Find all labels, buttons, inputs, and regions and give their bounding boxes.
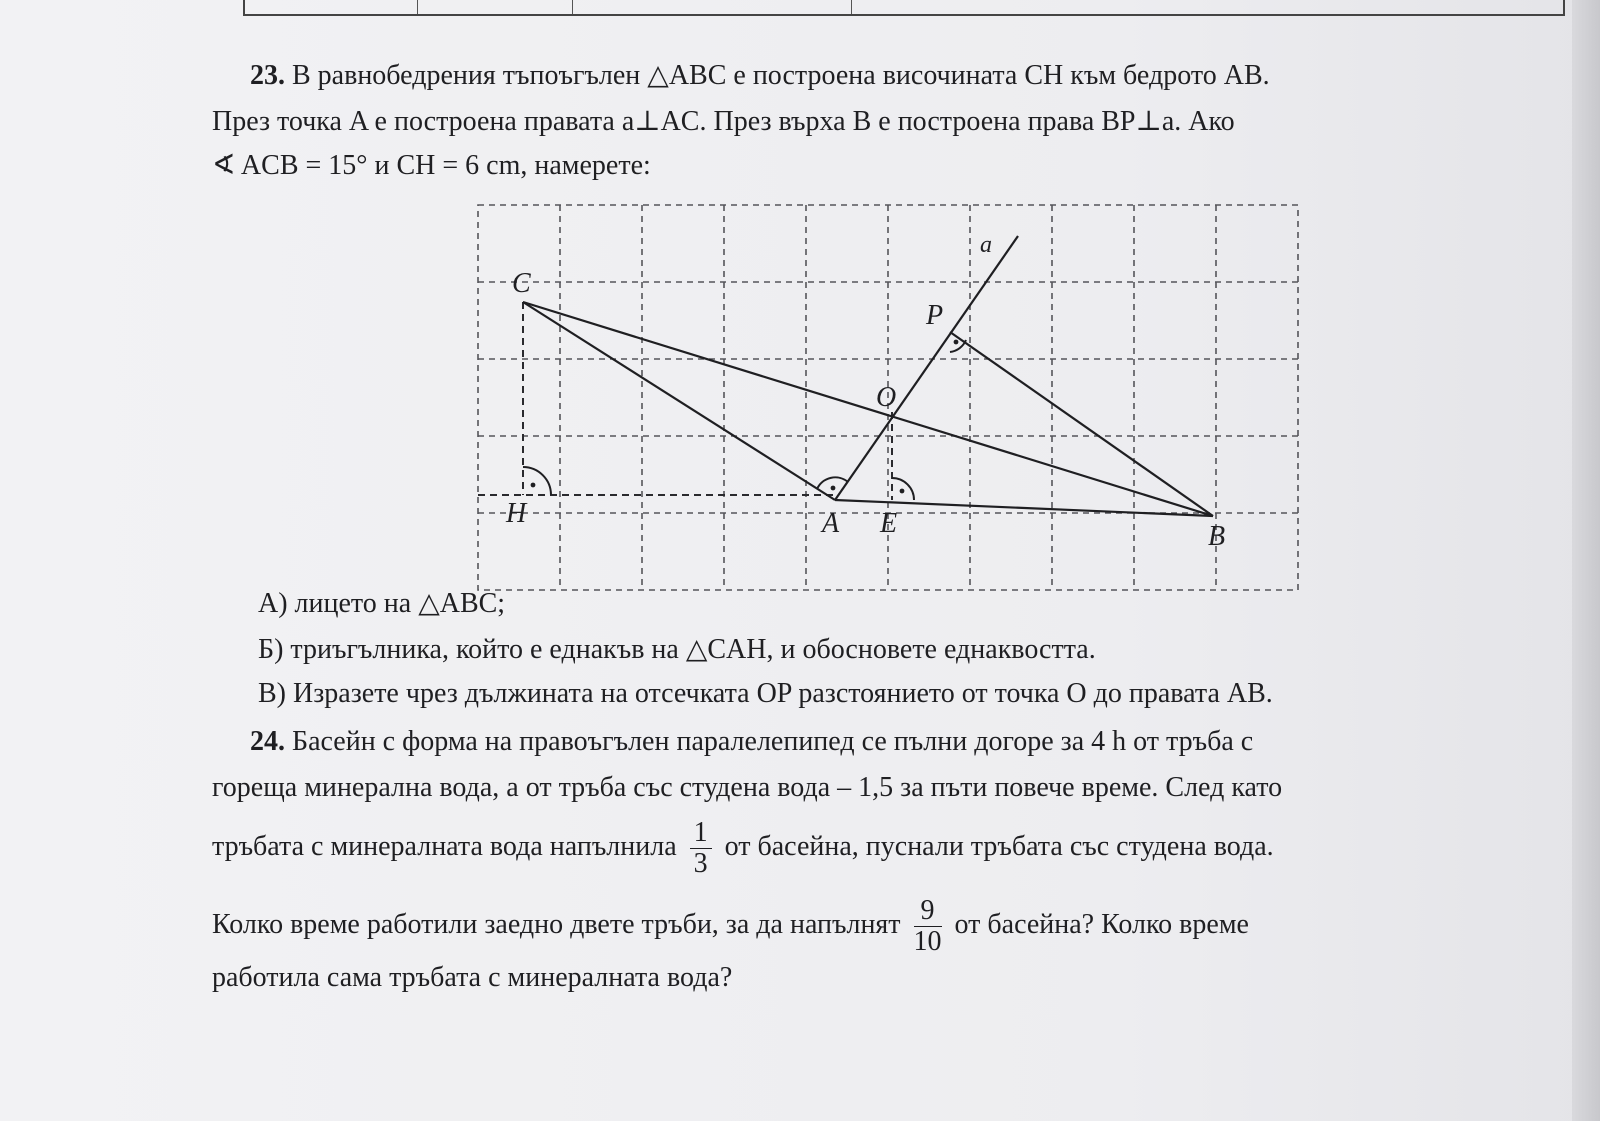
label-P: P	[926, 300, 944, 331]
problem23-part-b: Б) триъгълника, който е еднакъв на △CAH, и обосновете еднаквостта.	[258, 634, 1096, 665]
right-angle-marks	[523, 340, 966, 500]
auxiliary-dashed-lines	[478, 302, 892, 500]
label-H: H	[506, 498, 527, 529]
problem24-line2: гореща минерална вода, а от тръба със студена вода – 1,5 за пъти повече време. След като	[212, 772, 1283, 803]
problem24-number: 24.	[250, 726, 285, 757]
problem23-line3: ∢ ACB = 15° и CH = 6 cm, намерете:	[212, 150, 651, 181]
fraction-one-third	[690, 818, 712, 879]
problem23-part-a: А) лицето на △ABC;	[258, 588, 506, 619]
problem23-number: 23.	[250, 60, 285, 91]
fraction-nine-tenths-numerator: 9	[914, 896, 942, 927]
segment-CA	[523, 302, 835, 500]
fraction-nine-tenths	[914, 896, 942, 957]
label-O: O	[876, 382, 897, 413]
problem23-line2: През точка A е построена правата a⊥AC. През върха B е построена права BP⊥a. Ако	[212, 106, 1235, 137]
point-labels	[505, 232, 1225, 552]
problem23-text-1: В равнобедрения тъпоъгълен △ABC е построена височината CH към бедрото AB.	[292, 60, 1270, 91]
label-E: E	[880, 508, 898, 539]
label-C: C	[512, 268, 531, 299]
problem24-text-4a: Колко време работили заедно двете тръби, за да напълнят	[212, 908, 901, 940]
label-B: B	[1208, 521, 1226, 552]
fraction-one-third-denominator: 3	[693, 848, 708, 879]
problem23-part-c: В) Изразете чрез дължината на отсечката OP разстоянието от точка O до правата AB.	[258, 678, 1273, 709]
problem24-text-3b: от басейна, пуснали тръбата със студена вода.	[724, 830, 1274, 862]
problem24-line3	[212, 818, 1274, 879]
segment-CB	[523, 302, 1213, 516]
triangle-and-lines	[523, 236, 1213, 516]
line-a	[835, 236, 1018, 500]
fraction-one-third-numerator: 1	[690, 818, 712, 849]
label-a: a	[980, 232, 992, 258]
problem24-line4	[212, 896, 1249, 957]
problem24-line1	[250, 726, 1253, 758]
label-A: A	[822, 508, 840, 539]
problem24-text-4b: от басейна? Колко време	[954, 908, 1249, 940]
problem24-line5: работила сама тръбата с минералната вода?	[212, 962, 733, 993]
problem24-text-3a: тръбата с минералната вода напълнила	[212, 830, 677, 862]
fraction-nine-tenths-denominator: 10	[913, 926, 942, 957]
problem24-text-1: Басейн с форма на правоъгълен паралелепипед се пълни догоре за 4 h от тръба с	[292, 726, 1254, 757]
